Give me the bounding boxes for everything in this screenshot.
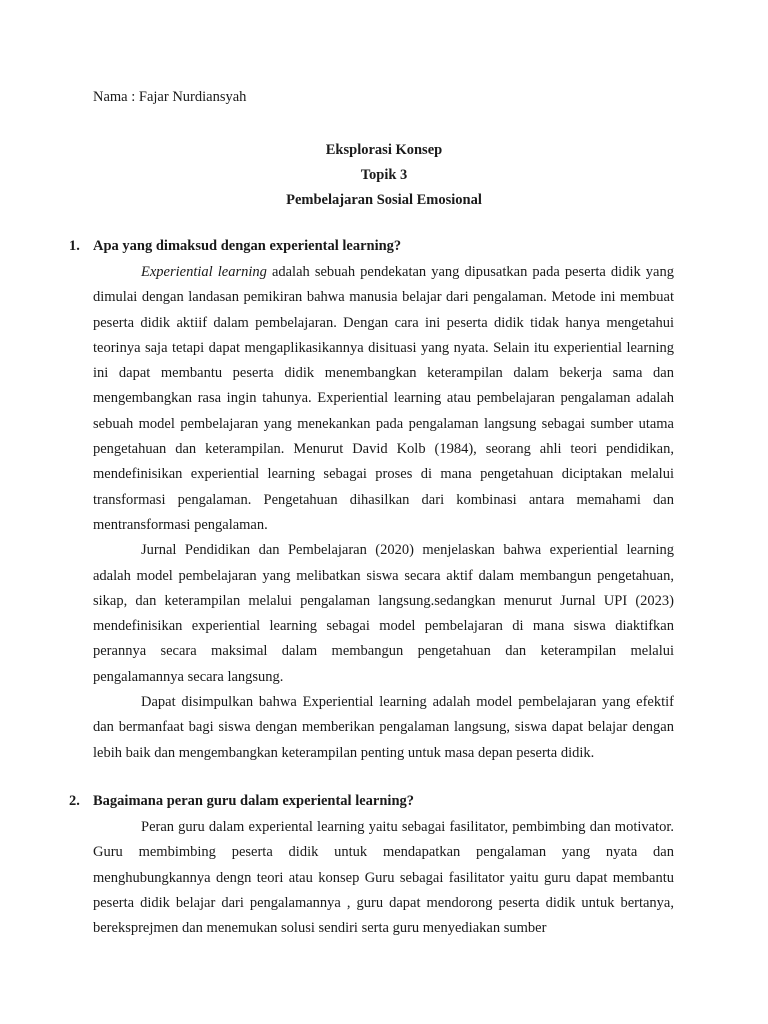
question-1-text: Apa yang dimaksud dengan experiental learning? (93, 238, 402, 254)
question-2-number: 2. (69, 793, 80, 809)
title-line-3: Pembelajaran Sosial Emosional (286, 192, 482, 208)
title-line-2: Topik 3 (360, 167, 408, 183)
question-2-heading (69, 792, 689, 810)
title-line-1: Eksplorasi Konsep (325, 142, 443, 158)
answer-1-paragraph-2: Jurnal Pendidikan dan Pembelajaran (2020) menjelaskan bahwa experiential learning adalah model pembelajaran yang melibatkan siswa secara aktif dalam membangun pengetahuan, sikap, dan keterampilan melalui pengalaman langsung.sedangkan menurut Jurnal UPI (2023) mendefinisikan experiential learning sebagai model pembelajaran di mana siswa diaktifkan perannya secara maksimal dalam membangun pengetahuan dan keterampilan melalui pengalamannya secara langsung. (93, 542, 674, 685)
answer-1-paragraph-3: Dapat disimpulkan bahwa Experiential learning adalah model pembelajaran yang efektif dan bermanfaat bagi siswa dengan memberikan pengalaman langsung, siswa dapat belajar dengan lebih baik dan mengembangkan keterampilan penting untuk masa depan peserta didik. (93, 694, 674, 761)
document-title (0, 138, 768, 213)
answer-2-paragraph-1: Peran guru dalam experiental learning yaitu sebagai fasilitator, pembimbing dan motivator. Guru membimbing peserta didik untuk mendapatkan pengalaman yang nyata dan menghubungkannya dengn teori atau konsep Guru sebagai fasilitator yaitu guru dapat membantu peserta didik belajar dari pengalamannya , guru dapat mendorong peserta didik untuk bertanya, bereksprejmen dan menemukan solusi sendiri serta guru menyediakan sumber (93, 819, 674, 937)
question-1-heading (69, 237, 689, 255)
answer-1-paragraph-1-text: adalah sebuah pendekatan yang dipusatkan pada peserta didik yang dimulai dengan landasan pemikiran bahwa manusia belajar dari pengalaman. Metode ini membuat peserta didik aktiif dalam pembelajaran. Dengan cara ini peserta didik tidak hanya mengetahui teorinya saja tetapi dapat mengaplikasikannya disituasi yang nyata. Selain itu experiential learning ini dapat membantu peserta didik menembangkan keterampilan dalam bekerja sama dan mengembangkan rasa ingin tahunya. Experiential learning atau pembelajaran pengalaman adalah sebuah model pembelajaran yang menekankan pada pengalaman langsung sebagai sumber utama pengetahuan dan keterampilan. Menurut David Kolb (1984), seorang ahli teori pendidikan, mendefinisikan experiential learning sebagai proses di mana pengetahuan diciptakan melalui transformasi pengalaman. Pengetahuan dihasilkan dari kombinasi antara memahami dan mentransformasi pengalaman. (93, 264, 674, 533)
question-2-text: Bagaimana peran guru dalam experiental learning? (93, 793, 415, 809)
answer-1-paragraph-1 (93, 260, 674, 538)
question-1-number: 1. (69, 238, 80, 254)
answer-1 (93, 260, 674, 766)
answer-2 (93, 815, 674, 941)
answer-1-paragraph-1-lead: Experiential learning (141, 264, 267, 280)
student-name-line: Nama : Fajar Nurdiansyah (93, 89, 247, 105)
